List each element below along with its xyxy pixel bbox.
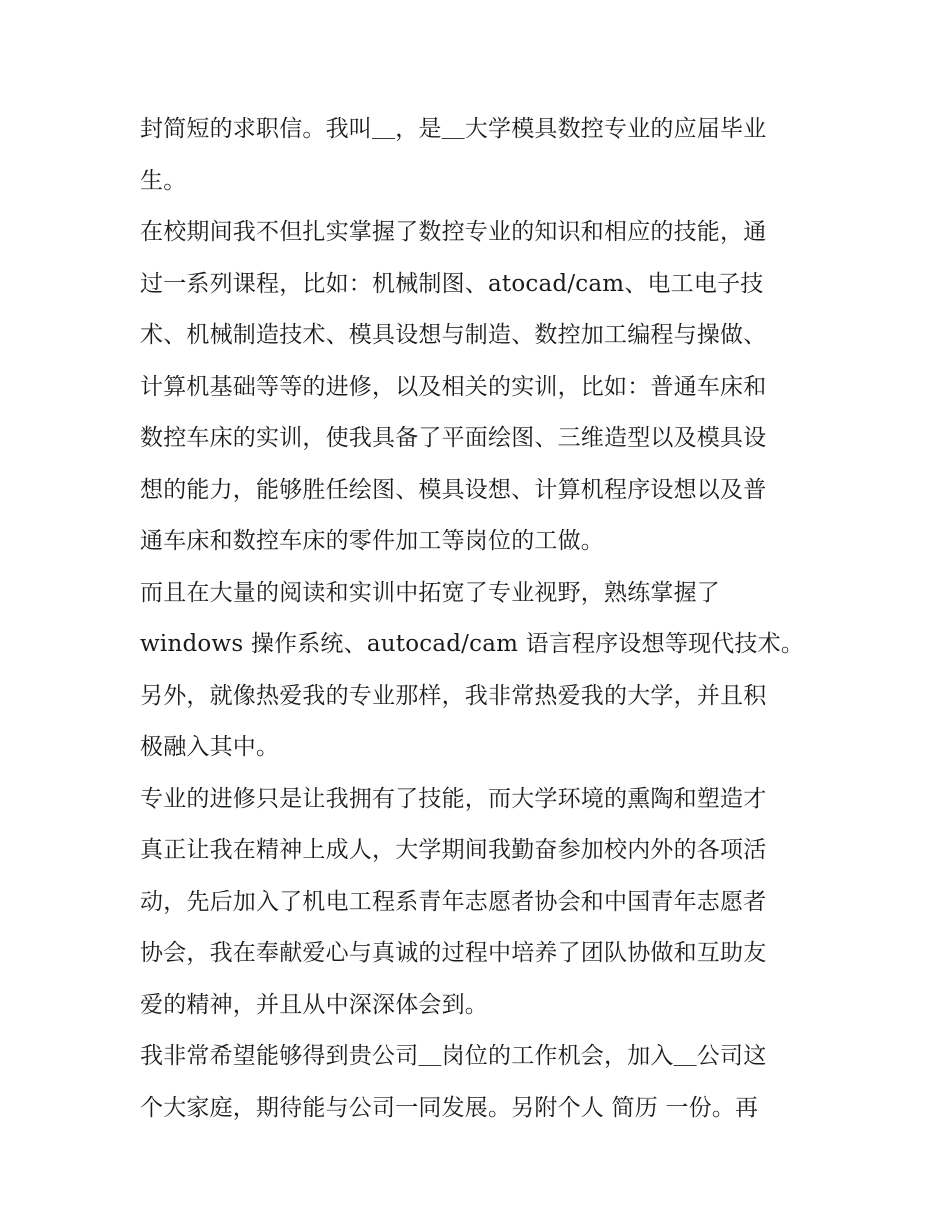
text-line: windows 操作系统、autocad/cam 语言程序设想等现代技术。 bbox=[140, 631, 805, 657]
text-line: 封简短的求职信。我叫＿，是＿大学模具数控专业的应届毕业 bbox=[140, 116, 767, 142]
text-line: 动，先后加入了机电工程系青年志愿者协会和中国青年志愿者 bbox=[140, 888, 767, 915]
text-line: 在校期间我不但扎实掌握了数控专业的知识和相应的技能，通 bbox=[140, 219, 767, 245]
text-line: 计算机基础等等的进修，以及相关的实训，比如：普通车床和 bbox=[140, 373, 767, 400]
text-line: 生。 bbox=[140, 167, 187, 194]
text-line: 数控车床的实训，使我具备了平面绘图、三维造型以及模具设 bbox=[140, 425, 767, 451]
text-line: 另外，就像热爱我的专业那样，我非常热爱我的大学，并且积 bbox=[140, 682, 767, 709]
text-line: 个大家庭，期待能与公司一同发展。另附个人 简历 一份。再 bbox=[140, 1094, 759, 1121]
text-line: 我非常希望能够得到贵公司＿岗位的工作机会，加入＿公司这 bbox=[140, 1043, 767, 1069]
text-line: 而且在大量的阅读和实训中拓宽了专业视野，熟练掌握了 bbox=[140, 579, 720, 606]
text-line: 协会，我在奉献爱心与真诚的过程中培养了团队协做和互助友 bbox=[140, 940, 767, 966]
text-line: 过一系列课程，比如：机械制图、atocad/cam、电工电子技 bbox=[140, 270, 764, 297]
text-line: 真正让我在精神上成人，大学期间我勤奋参加校内外的各项活 bbox=[140, 837, 767, 863]
text-line: 爱的精神，并且从中深深体会到。 bbox=[140, 991, 488, 1018]
text-line: 专业的进修只是让我拥有了技能，而大学环境的熏陶和塑造才 bbox=[140, 785, 767, 812]
text-line: 通车床和数控车床的零件加工等岗位的工做。 bbox=[140, 528, 604, 554]
text-line: 极融入其中。 bbox=[140, 734, 280, 760]
text-line: 术、机械制造技术、模具设想与制造、数控加工编程与操做、 bbox=[140, 322, 767, 348]
cover-letter-body bbox=[140, 104, 820, 1134]
text-line: 想的能力，能够胜任绘图、模具设想、计算机程序设想以及普 bbox=[140, 476, 767, 503]
